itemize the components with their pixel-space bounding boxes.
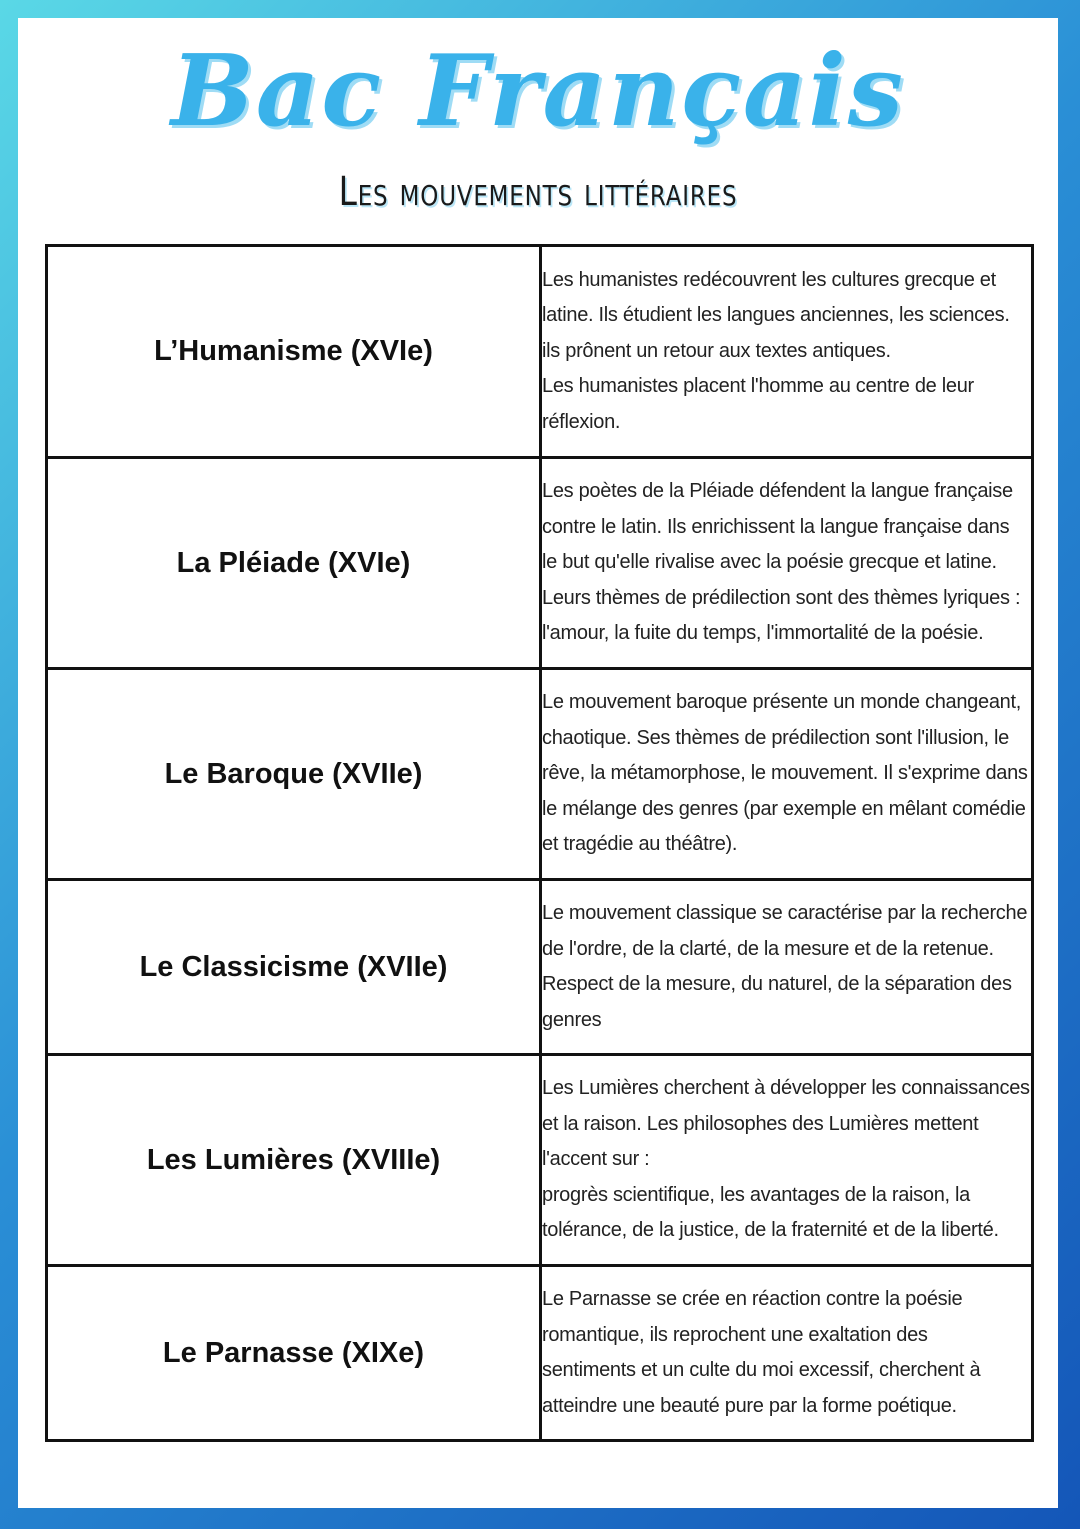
page-title: Bac Français [171,34,905,149]
description-line: l'accent sur : [542,1148,650,1171]
movement-row [47,246,1033,458]
page-sheet [18,18,1058,1508]
movement-description [541,880,1033,1055]
movement-row [47,458,1033,669]
description-line: le but qu'elle rivalise avec la poésie grecque et latine. [542,551,997,574]
description-line: romantique, ils reprochent une exaltation des [542,1323,928,1346]
description-line: Les humanistes redécouvrent les cultures grecque et [542,268,996,291]
movement-description [541,458,1033,669]
page-subtitle: Les mouvements littéraires [338,169,738,215]
description-line: contre le latin. Ils enrichissent la langue française dans [542,515,1010,538]
movement-row [47,880,1033,1055]
description-line: genres [542,1008,602,1031]
movement-row [47,669,1033,880]
movement-row [47,1055,1033,1266]
description-line: réflexion. [542,410,621,433]
description-line: de l'ordre, de la clarté, de la mesure et de la retenue. [542,937,994,960]
description-line: l'amour, la fuite du temps, l'immortalité de la poésie. [542,622,984,645]
description-line: Respect de la mesure, du naturel, de la séparation des [542,973,1012,995]
description-line: Les poètes de la Pléiade défendent la langue française [542,480,1013,503]
description-line: et la raison. Les philosophes des Lumières mettent [542,1112,979,1135]
description-line: ils prônent un retour aux textes antiques. [542,339,891,362]
description-line: Leurs thèmes de prédilection sont des thèmes lyriques : [542,586,1021,609]
description-line: et tragédie au théâtre). [542,833,738,856]
description-line: sentiments et un culte du moi excessif, cherchent à [542,1359,981,1381]
movement-name: Les Lumières (XVIIIe) [47,1055,541,1266]
description-line: le mélange des genres (par exemple en mêlant comédie [542,797,1026,820]
movement-description [541,1266,1033,1441]
description-line: latine. Ils étudient les langues anciennes, les sciences. [542,304,1010,327]
description-line: Les humanistes placent l'homme au centre de leur [542,375,974,398]
movement-name: La Pléiade (XVIe) [47,458,541,669]
movement-description [541,669,1033,880]
movement-row [47,1266,1033,1441]
description-line: Le Parnasse se crée en réaction contre la poésie [542,1288,963,1310]
description-line: rêve, la métamorphose, le mouvement. Il s'exprime dans [542,762,1028,785]
description-line: progrès scientifique, les avantages de la raison, la [542,1183,970,1206]
movement-name: Le Classicisme (XVIIe) [47,880,541,1055]
description-line: atteindre une beauté pure par la forme poétique. [542,1394,957,1417]
description-line: Les Lumières cherchent à développer les connaissances [542,1077,1030,1100]
movements-table [45,244,1034,1442]
movement-name: Le Parnasse (XIXe) [47,1266,541,1441]
description-line: Le mouvement classique se caractérise par la recherche [542,902,1028,924]
movement-description [541,246,1033,458]
description-line: chaotique. Ses thèmes de prédilection sont l'illusion, le [542,726,1010,749]
movement-name: Le Baroque (XVIIe) [47,669,541,880]
movement-name: L’Humanisme (XVIe) [47,246,541,458]
description-line: Le mouvement baroque présente un monde changeant, [542,691,1021,714]
movement-description [541,1055,1033,1266]
description-line: tolérance, de la justice, de la fraternité et de la liberté. [542,1219,999,1242]
